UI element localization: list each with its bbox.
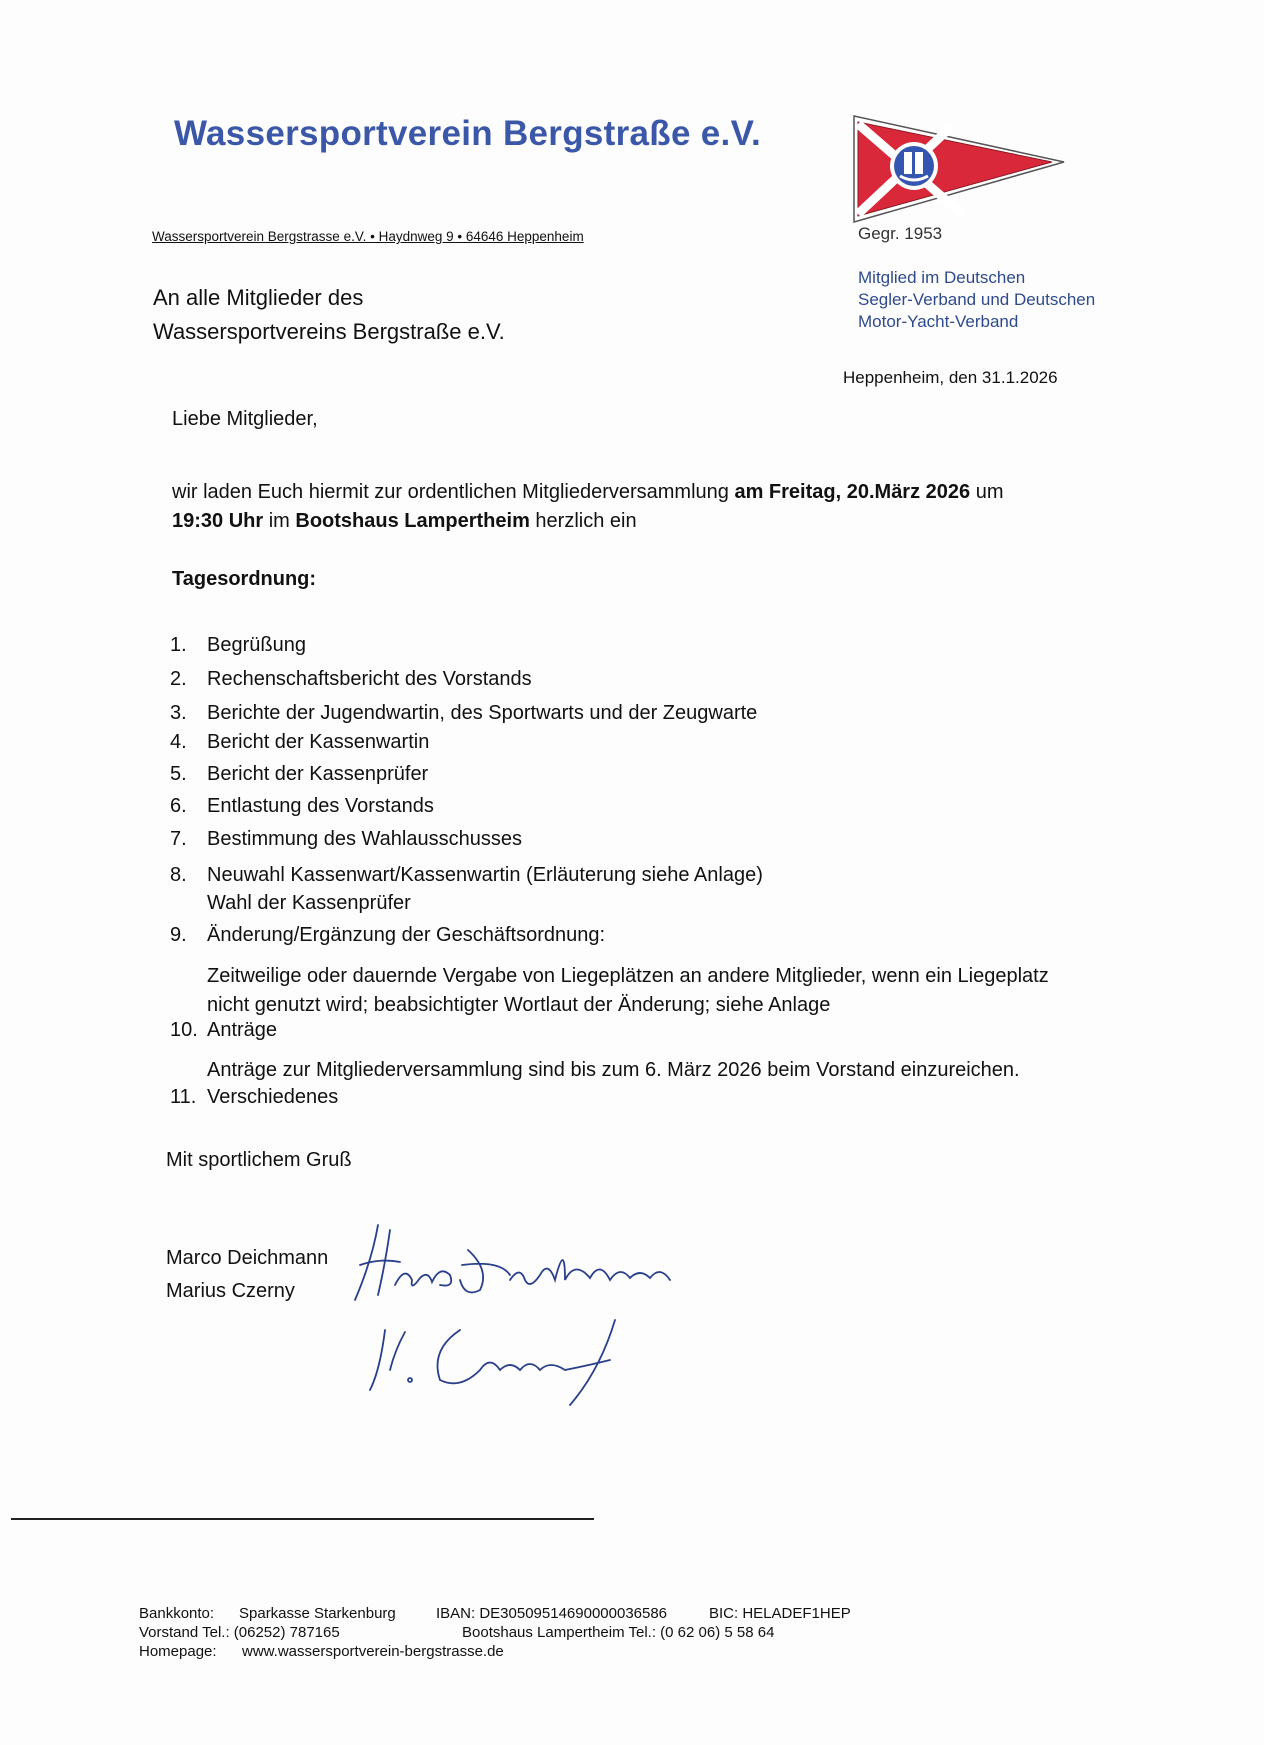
agenda-item-number: 3. — [170, 702, 187, 724]
agenda-item — [170, 924, 605, 947]
agenda-item-text: Bericht der Kassenprüfer — [207, 763, 429, 785]
invitation-text — [172, 478, 1004, 536]
agenda-item-detail: Anträge zur Mitgliederversammlung sind bis zum 6. März 2026 beim Vorstand einzureichen. — [207, 1059, 1020, 1081]
salutation: Liebe Mitglieder, — [172, 408, 318, 430]
meeting-date: am Freitag, 20.März 2026 — [734, 481, 971, 503]
agenda-item-number: 8. — [170, 864, 187, 886]
meeting-location: Bootshaus Lampertheim — [295, 510, 530, 532]
agenda-item-text: Bericht der Kassenwartin — [207, 731, 430, 753]
signatory-name: Marius Czerny — [166, 1280, 295, 1302]
agenda-item-text: Rechenschaftsbericht des Vorstands — [207, 668, 532, 690]
letter-date: Heppenheim, den 31.1.2026 — [843, 368, 1058, 387]
agenda-item-number: 9. — [170, 924, 187, 946]
agenda-item-number: 2. — [170, 668, 187, 690]
agenda-item — [170, 731, 429, 754]
handwritten-signatures — [350, 1220, 740, 1420]
agenda-item-detail: Wahl der Kassenprüfer — [207, 892, 411, 914]
agenda-item-text: Anträge — [207, 1019, 278, 1041]
homepage-label: Homepage: — [139, 1643, 217, 1660]
agenda-item — [170, 1019, 277, 1042]
agenda-item-number: 4. — [170, 731, 187, 753]
homepage-link[interactable]: www.wassersportverein-bergstrasse.de — [242, 1643, 504, 1660]
agenda-item-text: Berichte der Jugendwartin, des Sportwarts und der Zeugwarte — [207, 702, 758, 724]
agenda-title: Tagesordnung: — [172, 568, 317, 590]
intro-text: im — [263, 510, 296, 532]
agenda-item-text: Begrüßung — [207, 634, 306, 656]
agenda-item — [170, 763, 428, 786]
agenda-item-number: 11. — [170, 1086, 197, 1108]
recipient-block — [153, 281, 505, 349]
boathouse-phone: Bootshaus Lampertheim Tel.: (0 62 06) 5 58 64 — [462, 1624, 775, 1641]
iban: IBAN: DE30509514690000036586 — [436, 1605, 668, 1622]
agenda-item-text: Neuwahl Kassenwart/Kassenwartin (Erläuterung siehe Anlage) — [207, 864, 763, 886]
recipient-line: Wassersportvereins Bergstraße e.V. — [153, 319, 505, 344]
meeting-time: 19:30 Uhr — [172, 510, 264, 532]
founded-year: Gegr. 1953 — [858, 224, 943, 243]
agenda-item — [170, 668, 532, 691]
agenda-item-text: Bestimmung des Wahlausschusses — [207, 828, 522, 850]
agenda-item-number: 7. — [170, 828, 187, 850]
membership-line: Mitglied im Deutschen — [858, 268, 1026, 287]
agenda-item-detail: Zeitweilige oder dauernde Vergabe von Liegeplätzen an andere Mitglieder, wenn ein Liegeplatz — [207, 965, 1049, 987]
intro-text: herzlich ein — [529, 510, 637, 532]
agenda-item — [170, 702, 757, 725]
agenda-item-number: 6. — [170, 795, 187, 817]
agenda-item-number: 10. — [170, 1019, 198, 1041]
agenda-item-detail: nicht genutzt wird; beabsichtigter Wortlaut der Änderung; siehe Anlage — [207, 994, 831, 1016]
agenda-item — [170, 864, 763, 887]
club-pennant-logo — [852, 114, 1068, 224]
signatory-names — [166, 1242, 328, 1308]
agenda-item — [170, 1086, 338, 1109]
signatory-name: Marco Deichmann — [166, 1247, 329, 1269]
agenda-item — [170, 634, 306, 657]
closing: Mit sportlichem Gruß — [166, 1149, 352, 1171]
sender-address-line: Wassersportverein Bergstrasse e.V. • Haydnweg 9 • 64646 Heppenheim — [152, 229, 584, 244]
agenda-item-text: Entlastung des Vorstands — [207, 795, 434, 817]
agenda-item — [170, 828, 522, 851]
recipient-line: An alle Mitglieder des — [153, 285, 364, 310]
club-title: Wassersportverein Bergstraße e.V. — [174, 114, 762, 153]
bank-name: Sparkasse Starkenburg — [239, 1605, 396, 1622]
membership-line: Segler-Verband und Deutschen — [858, 290, 1096, 309]
agenda-item-number: 5. — [170, 763, 187, 785]
footer-divider — [11, 1518, 594, 1520]
intro-text: um — [970, 481, 1004, 503]
board-phone: Vorstand Tel.: (06252) 787165 — [139, 1624, 340, 1641]
agenda-item-number: 1. — [170, 634, 187, 656]
agenda-item — [170, 795, 434, 818]
intro-text: wir laden Euch hiermit zur ordentlichen Mitgliederversammlung — [172, 481, 735, 503]
bic: BIC: HELADEF1HEP — [709, 1605, 851, 1622]
membership-line: Motor-Yacht-Verband — [858, 312, 1019, 331]
bank-label: Bankkonto: — [139, 1605, 215, 1622]
agenda-item-text: Änderung/Ergänzung der Geschäftsordnung: — [207, 924, 606, 946]
agenda-item-text: Verschiedenes — [207, 1086, 339, 1108]
membership-note — [858, 267, 1095, 333]
